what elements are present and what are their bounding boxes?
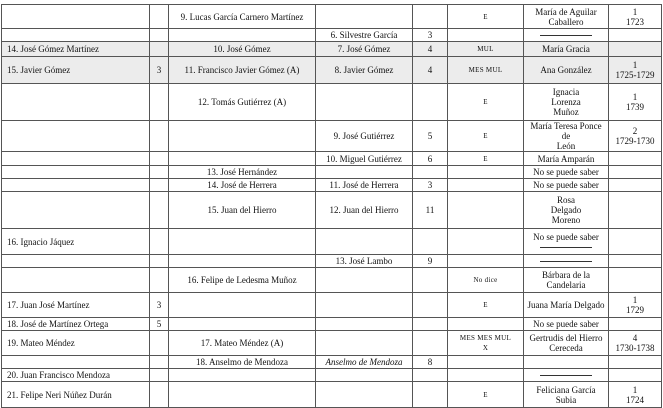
heir-count — [413, 179, 448, 192]
marriage-info — [609, 268, 662, 293]
heir-count — [413, 331, 448, 356]
spouse-name — [524, 268, 609, 293]
cell-text: 12. Juan del Hierro — [329, 205, 399, 215]
cell-text: Delgado — [550, 205, 582, 215]
heir-count — [413, 166, 448, 179]
cell-text: León — [556, 141, 576, 151]
donor-name — [169, 318, 316, 331]
cell-text: Moreno — [551, 215, 581, 225]
recipient-name — [2, 179, 150, 192]
marriage-info — [609, 255, 662, 268]
table-row — [2, 229, 662, 255]
table-row — [2, 84, 662, 121]
cell-text: 15. Javier Gómez — [7, 65, 71, 75]
marriage-info — [609, 57, 662, 84]
recipient-name — [2, 356, 150, 369]
cell-text: 2 — [632, 126, 638, 136]
cell-text: 20. Juan Francisco Mendoza — [7, 370, 110, 380]
recipient-count — [150, 42, 169, 57]
cell-text: 1724 — [626, 394, 644, 405]
heir-name — [316, 179, 413, 192]
cell-text: 1 — [632, 6, 638, 17]
status-code — [448, 318, 524, 331]
status-code — [448, 57, 524, 84]
donor-name — [169, 5, 316, 29]
heir-count — [413, 84, 448, 121]
cell-text: Feliciana García Subia — [536, 384, 596, 405]
recipient-count — [150, 229, 169, 255]
cell-text: 9 — [427, 256, 433, 266]
recipient-name — [2, 192, 150, 229]
recipient-name — [2, 268, 150, 293]
marriage-info — [609, 29, 662, 42]
spouse-name — [524, 152, 609, 166]
donor-name — [169, 57, 316, 84]
table-row — [2, 255, 662, 268]
donor-name — [169, 331, 316, 356]
cell-text: Muñoz — [553, 107, 579, 117]
spouse-name — [524, 166, 609, 179]
recipient-count — [150, 179, 169, 192]
cell-text: 6. Silvestre García — [330, 30, 398, 40]
spouse-name — [524, 42, 609, 57]
recipient-count — [150, 5, 169, 29]
recipient-name — [2, 152, 150, 166]
marriage-info — [609, 369, 662, 382]
heir-name — [316, 152, 413, 166]
heir-name — [316, 356, 413, 369]
marriage-info — [609, 293, 662, 318]
cell-text: Ignacia — [552, 87, 580, 97]
cell-text: 18. Anselmo de Mendoza — [196, 357, 288, 367]
table-row — [2, 293, 662, 318]
table-row — [2, 268, 662, 293]
cell-text: 5 — [156, 319, 162, 329]
cell-text: 17. Mateo Méndez (A) — [200, 338, 284, 348]
marriage-info — [609, 179, 662, 192]
donor-name — [169, 121, 316, 152]
spouse-name — [524, 121, 609, 152]
table-row — [2, 369, 662, 382]
spouse-name — [524, 318, 609, 331]
recipient-count — [150, 29, 169, 42]
recipient-name — [2, 57, 150, 84]
status-code — [448, 5, 524, 29]
table-row — [2, 152, 662, 166]
heir-count — [413, 152, 448, 166]
cell-text: Anselmo de Mendoza — [325, 357, 403, 367]
cell-text: No se puede saber — [533, 319, 599, 329]
table-body — [2, 5, 662, 408]
spouse-name — [524, 356, 609, 369]
table-row — [2, 331, 662, 356]
table-row — [2, 318, 662, 331]
marriage-info — [609, 121, 662, 152]
status-code — [448, 29, 524, 42]
recipient-count — [150, 57, 169, 84]
spouse-name — [524, 192, 609, 229]
recipient-name — [2, 229, 150, 255]
cell-text: 17. Juan José Martínez — [7, 300, 90, 310]
cell-text: 9. José Gutiérrez — [333, 131, 395, 141]
cell-text: 1730-1738 — [615, 343, 655, 353]
cell-text: E — [483, 12, 488, 21]
cell-text: 9. Lucas García Carnero Martínez — [180, 11, 304, 22]
heir-count — [413, 356, 448, 369]
recipient-name — [2, 369, 150, 382]
spouse-name — [524, 229, 609, 255]
marriage-info — [609, 356, 662, 369]
heir-name — [316, 268, 413, 293]
genealogy-table — [1, 4, 662, 408]
recipient-count — [150, 331, 169, 356]
recipient-name — [2, 255, 150, 268]
cell-text: 4 — [427, 65, 433, 75]
cell-text: No se puede saber — [533, 180, 599, 190]
recipient-name — [2, 84, 150, 121]
marriage-info — [609, 166, 662, 179]
cell-text: 1723 — [626, 16, 644, 27]
cell-text: 1 — [632, 60, 638, 70]
status-code — [448, 331, 524, 356]
spouse-name — [524, 57, 609, 84]
recipient-count — [150, 293, 169, 318]
recipient-count — [150, 318, 169, 331]
heir-name — [316, 166, 413, 179]
table-row — [2, 121, 662, 152]
spouse-name — [524, 84, 609, 121]
table-row — [2, 356, 662, 369]
recipient-name — [2, 5, 150, 29]
spouse-name — [524, 5, 609, 29]
cell-text: 1 — [632, 295, 638, 305]
recipient-count — [150, 84, 169, 121]
donor-name — [169, 84, 316, 121]
cell-text: 5 — [427, 131, 433, 141]
marriage-info — [609, 318, 662, 331]
donor-name — [169, 293, 316, 318]
cell-text: 1729 — [626, 305, 644, 315]
cell-text: X — [482, 344, 489, 352]
cell-text: Gertrudis del Hierro — [529, 333, 603, 343]
table-row — [2, 57, 662, 84]
table-row — [2, 166, 662, 179]
recipient-count — [150, 255, 169, 268]
donor-name — [169, 268, 316, 293]
heir-count — [413, 268, 448, 293]
donor-name — [169, 29, 316, 42]
heir-name — [316, 369, 413, 382]
recipient-count — [150, 152, 169, 166]
donor-name — [169, 369, 316, 382]
cell-text: 1 — [632, 384, 638, 395]
recipient-name — [2, 331, 150, 356]
blank-line — [526, 30, 606, 40]
cell-text: E — [483, 390, 488, 399]
heir-count — [413, 42, 448, 57]
cell-text: MUL — [477, 45, 494, 53]
cell-text: 8. Javier Gómez — [334, 65, 394, 75]
table-row — [2, 29, 662, 42]
marriage-info — [609, 152, 662, 166]
marriage-info — [609, 331, 662, 356]
cell-text: 11. Francisco Javier Gómez (A) — [184, 65, 300, 75]
recipient-count — [150, 192, 169, 229]
heir-name — [316, 84, 413, 121]
recipient-name — [2, 293, 150, 318]
marriage-info — [609, 42, 662, 57]
heir-name — [316, 192, 413, 229]
cell-text: E — [483, 132, 488, 140]
recipient-count — [150, 268, 169, 293]
cell-text: 10. Miguel Gutiérrez — [326, 153, 402, 164]
cell-text: 10. José Gómez — [213, 44, 271, 54]
spouse-name — [524, 29, 609, 42]
status-code — [448, 268, 524, 293]
donor-name — [169, 255, 316, 268]
heir-name — [316, 57, 413, 84]
recipient-name — [2, 29, 150, 42]
heir-name — [316, 5, 413, 29]
recipient-name — [2, 318, 150, 331]
cell-text: 3 — [156, 300, 162, 310]
heir-name — [316, 293, 413, 318]
recipient-count — [150, 121, 169, 152]
status-code — [448, 293, 524, 318]
cell-text: María Gracia — [542, 44, 590, 54]
table-row — [2, 5, 662, 29]
heir-count — [413, 192, 448, 229]
cell-text: Ana González — [540, 65, 592, 75]
cell-text: 4 — [427, 44, 433, 54]
recipient-name — [2, 121, 150, 152]
heir-count — [413, 255, 448, 268]
heir-name — [316, 255, 413, 268]
recipient-name — [2, 166, 150, 179]
cell-text: 14. José Gómez Martínez — [7, 44, 99, 54]
cell-text: 1 — [632, 92, 638, 102]
status-code — [448, 121, 524, 152]
donor-name — [169, 179, 316, 192]
status-code — [448, 152, 524, 166]
heir-count — [413, 229, 448, 255]
donor-name — [169, 356, 316, 369]
cell-text: María de Aguilar — [535, 6, 597, 17]
spouse-name — [524, 331, 609, 356]
spouse-name — [524, 293, 609, 318]
cell-text: No se puede saber — [533, 231, 599, 242]
blank-line — [526, 242, 606, 252]
donor-name — [169, 192, 316, 229]
status-code — [448, 166, 524, 179]
donor-name — [169, 166, 316, 179]
heir-count — [413, 369, 448, 382]
cell-text: 7. José Gómez — [337, 44, 391, 54]
cell-text: 8 — [427, 357, 433, 367]
spouse-name — [524, 369, 609, 382]
spouse-name — [524, 255, 609, 268]
recipient-count — [150, 369, 169, 382]
recipient-name — [2, 42, 150, 57]
blank-line — [526, 370, 606, 380]
cell-text: 16. Ignacio Jáquez — [7, 236, 75, 247]
recipient-count — [150, 356, 169, 369]
cell-text: 13. José Hernández — [206, 167, 278, 177]
cell-text: 14. José de Herrera — [207, 180, 277, 190]
cell-text: 3 — [427, 180, 433, 190]
marriage-info — [609, 5, 662, 29]
heir-count — [413, 293, 448, 318]
status-code — [448, 179, 524, 192]
cell-text: 3 — [156, 65, 162, 75]
cell-text: Lorenza — [551, 97, 581, 107]
blank-line — [526, 256, 606, 266]
heir-name — [316, 42, 413, 57]
cell-text: E — [483, 301, 488, 309]
heir-name — [316, 318, 413, 331]
cell-text: 11 — [425, 205, 435, 215]
status-code — [448, 84, 524, 121]
cell-text: Juana María Delgado — [527, 300, 605, 310]
cell-text: 3 — [427, 30, 433, 40]
donor-name — [169, 229, 316, 255]
marriage-info — [609, 192, 662, 229]
cell-text: 1739 — [626, 102, 644, 112]
cell-text: 12. Tomás Gutiérrez (A) — [197, 97, 287, 107]
status-code — [448, 42, 524, 57]
heir-name — [316, 121, 413, 152]
cell-text: 21. Felipe Neri Núñez Durán — [7, 389, 112, 400]
cell-text: MES MUL — [468, 66, 503, 74]
table-row — [2, 42, 662, 57]
cell-text: 11. José de Herrera — [329, 180, 399, 190]
cell-text: 1725-1729 — [615, 70, 655, 80]
status-code — [448, 369, 524, 382]
donor-name — [169, 152, 316, 166]
heir-name — [316, 331, 413, 356]
heir-count — [413, 121, 448, 152]
cell-text: 13. José Lambo — [335, 256, 393, 266]
heir-count — [413, 57, 448, 84]
heir-count — [413, 5, 448, 29]
marriage-info — [609, 84, 662, 121]
heir-name — [316, 29, 413, 42]
cell-text: 4 — [632, 333, 638, 343]
spouse-name — [524, 179, 609, 192]
cell-text: E — [483, 98, 488, 106]
heir-name — [316, 229, 413, 255]
cell-text: Caballero — [548, 16, 584, 27]
cell-text: Candelaria — [546, 280, 586, 290]
cell-text: Rosa — [557, 195, 575, 205]
status-code — [448, 356, 524, 369]
cell-text: María Amparán — [537, 153, 595, 164]
recipient-count — [150, 166, 169, 179]
cell-text: MES MES MUL — [459, 334, 512, 342]
status-code — [448, 255, 524, 268]
cell-text: 18. José de Martínez Ortega — [7, 319, 109, 329]
cell-text: 1729-1730 — [615, 136, 655, 146]
cell-text: 6 — [427, 153, 433, 164]
cell-text: Cereceda — [549, 343, 583, 353]
cell-text: E — [483, 154, 488, 163]
heir-count — [413, 29, 448, 42]
cell-text: No dice — [473, 276, 498, 284]
status-code — [448, 192, 524, 229]
cell-text: 19. Mateo Méndez — [7, 338, 75, 348]
cell-text: María Teresa Ponce de — [530, 121, 602, 141]
table-row — [2, 192, 662, 229]
cell-text: Bárbara de la — [542, 270, 590, 280]
cell-text: 15. Juan del Hierro — [207, 205, 277, 215]
cell-text: 16. Felipe de Ledesma Muñoz — [187, 275, 297, 285]
marriage-info — [609, 229, 662, 255]
table-row — [2, 179, 662, 192]
status-code — [448, 229, 524, 255]
heir-count — [413, 318, 448, 331]
cell-text: No se puede saber — [533, 167, 599, 177]
donor-name — [169, 42, 316, 57]
